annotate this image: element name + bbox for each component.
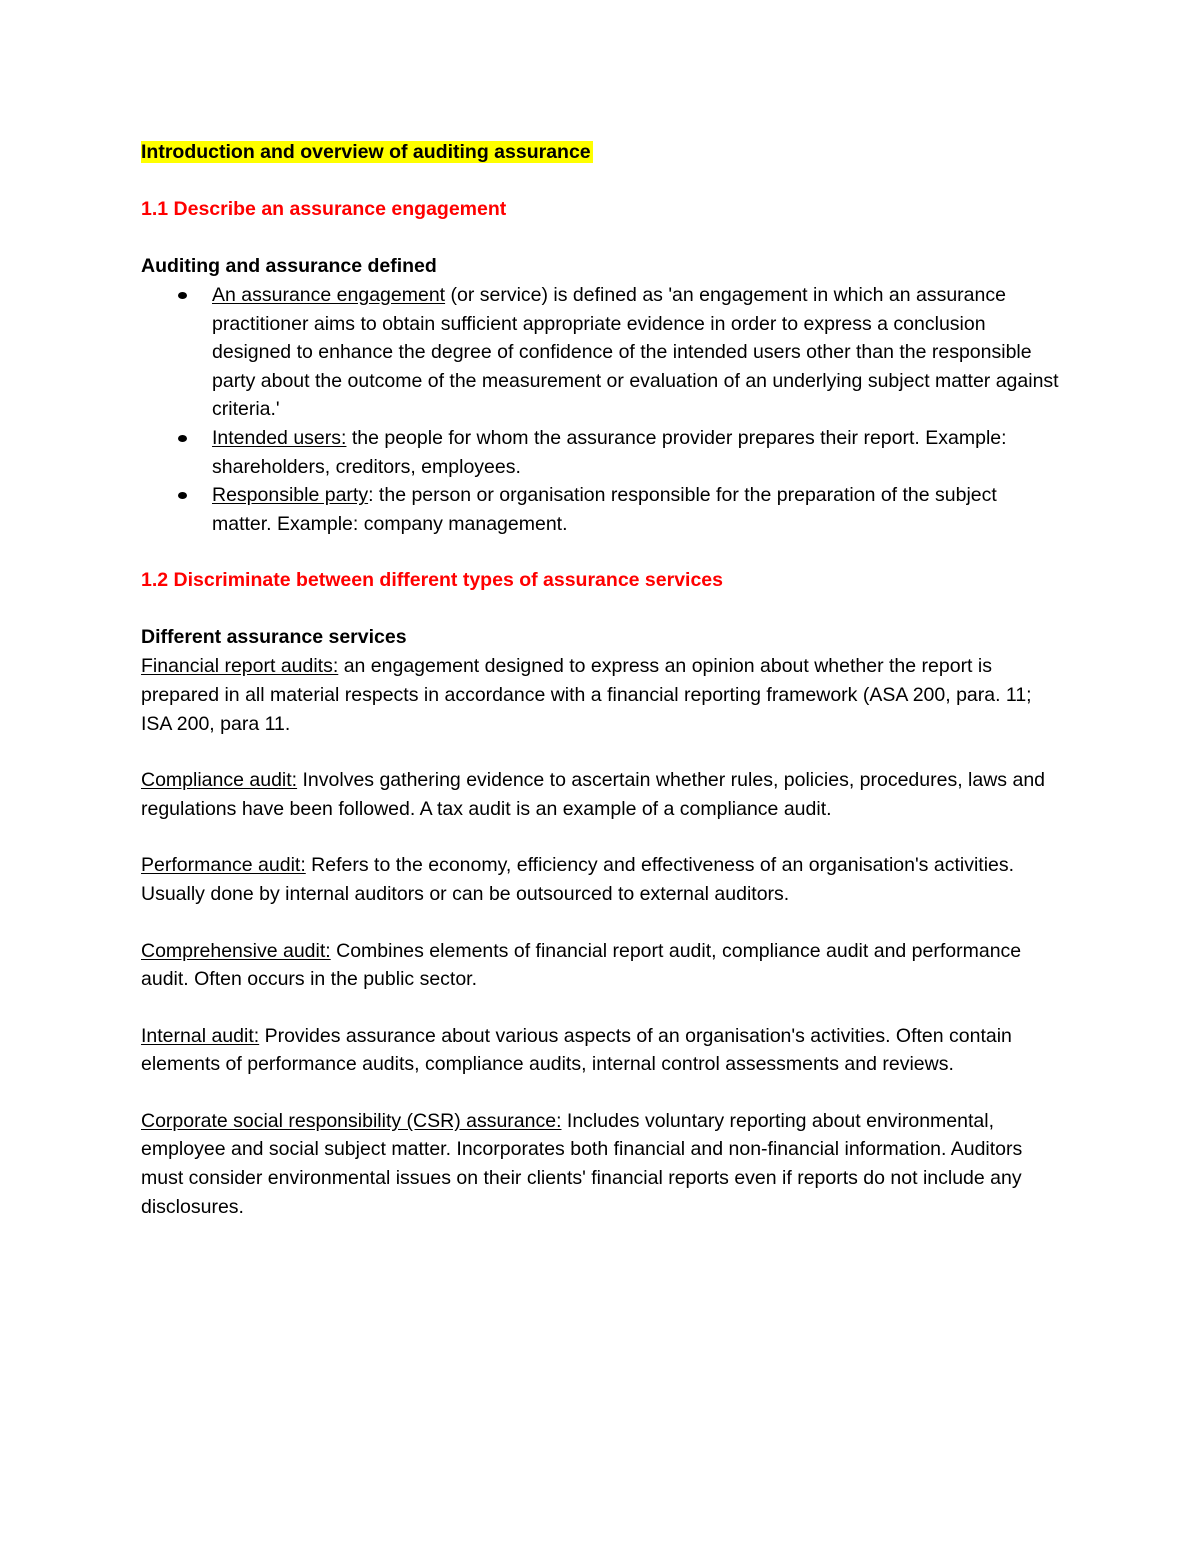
definition-bullet-list	[141, 281, 1061, 538]
spacer	[141, 167, 1061, 195]
spacer	[141, 538, 1061, 566]
service-paragraph-csr-assurance	[141, 1107, 1061, 1221]
document-title-line	[141, 138, 1061, 167]
bullet-text: the people for whom the assurance provider prepares their report. Example: shareholders, creditors, employees.	[212, 426, 1007, 478]
service-text: Includes voluntary reporting about environmental, employee and social subject matter. Incorporates both financial and non-financial information. Auditors must consider environmental issues on their clients' financial reports even if reports do not include any disclosures.	[141, 1109, 1023, 1218]
document-title: Introduction and overview of auditing assurance	[141, 141, 591, 163]
bullet-term: Intended users:	[212, 426, 347, 449]
service-text: an engagement designed to express an opinion about whether the report is prepared in all material respects in accordance with a financial reporting framework (ASA 200, para. 11; ISA 200, para 11.	[141, 655, 1032, 735]
section-1-1-subheading: Auditing and assurance defined	[141, 255, 437, 277]
bullet-term: An assurance engagement	[212, 284, 446, 306]
service-text: Combines elements of financial report audit, compliance audit and performance audit. Often occurs in the public sector.	[141, 939, 1022, 991]
service-paragraph-internal-audit	[141, 1022, 1061, 1079]
document-page	[141, 138, 1061, 1221]
bullet-dot-icon	[178, 435, 187, 442]
spacer	[141, 595, 1061, 623]
bullet-dot-icon	[178, 292, 187, 299]
spacer	[141, 738, 1061, 766]
bullet-text: (or service) is defined as 'an engagement in which an assurance practitioner aims to obtain sufficient appropriate evidence in order to express a conclusion designed to enhance the degree of confidence of the intended users other than the responsible party about the outcome of the measurement or evaluation of an underlying subject matter against criteria.'	[212, 284, 1059, 421]
section-1-2-subheading: Different assurance services	[141, 626, 407, 649]
spacer	[141, 823, 1061, 851]
section-1-2-heading: 1.2 Discriminate between different types of assurance services	[141, 569, 724, 592]
bullet-item-assurance-engagement	[141, 281, 1061, 424]
service-text: Refers to the economy, efficiency and effectiveness of an organisation's activities. Usually done by internal auditors or can be outsourced to external auditors.	[141, 854, 1015, 905]
bullet-dot-icon	[178, 492, 187, 499]
bullet-term: Responsible party	[212, 484, 369, 507]
service-paragraph-financial-report-audits	[141, 652, 1061, 738]
service-paragraph-compliance-audit	[141, 766, 1061, 823]
service-text: Involves gathering evidence to ascertain whether rules, policies, procedures, laws and regulations have been followed. A tax audit is an example of a compliance audit.	[141, 769, 1046, 820]
service-paragraph-comprehensive-audit	[141, 937, 1061, 994]
bullet-text: : the person or organisation responsible for the preparation of the subject matter. Example: company management.	[212, 484, 997, 535]
service-term: Compliance audit:	[141, 769, 298, 792]
service-paragraph-performance-audit	[141, 851, 1061, 908]
bullet-item-intended-users	[141, 424, 1061, 481]
service-term: Internal audit:	[141, 1024, 260, 1047]
spacer	[141, 1079, 1061, 1107]
spacer	[141, 224, 1061, 252]
spacer	[141, 909, 1061, 937]
service-term: Corporate social responsibility (CSR) assurance:	[141, 1109, 562, 1132]
service-text: Provides assurance about various aspects of an organisation's activities. Often contain elements of performance audits, compliance audits, internal control assessments and reviews.	[141, 1024, 1012, 1076]
service-term: Financial report audits:	[141, 655, 339, 678]
section-1-1-heading: 1.1 Describe an assurance engagement	[141, 198, 507, 220]
service-term: Performance audit:	[141, 854, 306, 877]
spacer	[141, 994, 1061, 1022]
service-term: Comprehensive audit:	[141, 939, 331, 962]
bullet-item-responsible-party	[141, 481, 1061, 538]
